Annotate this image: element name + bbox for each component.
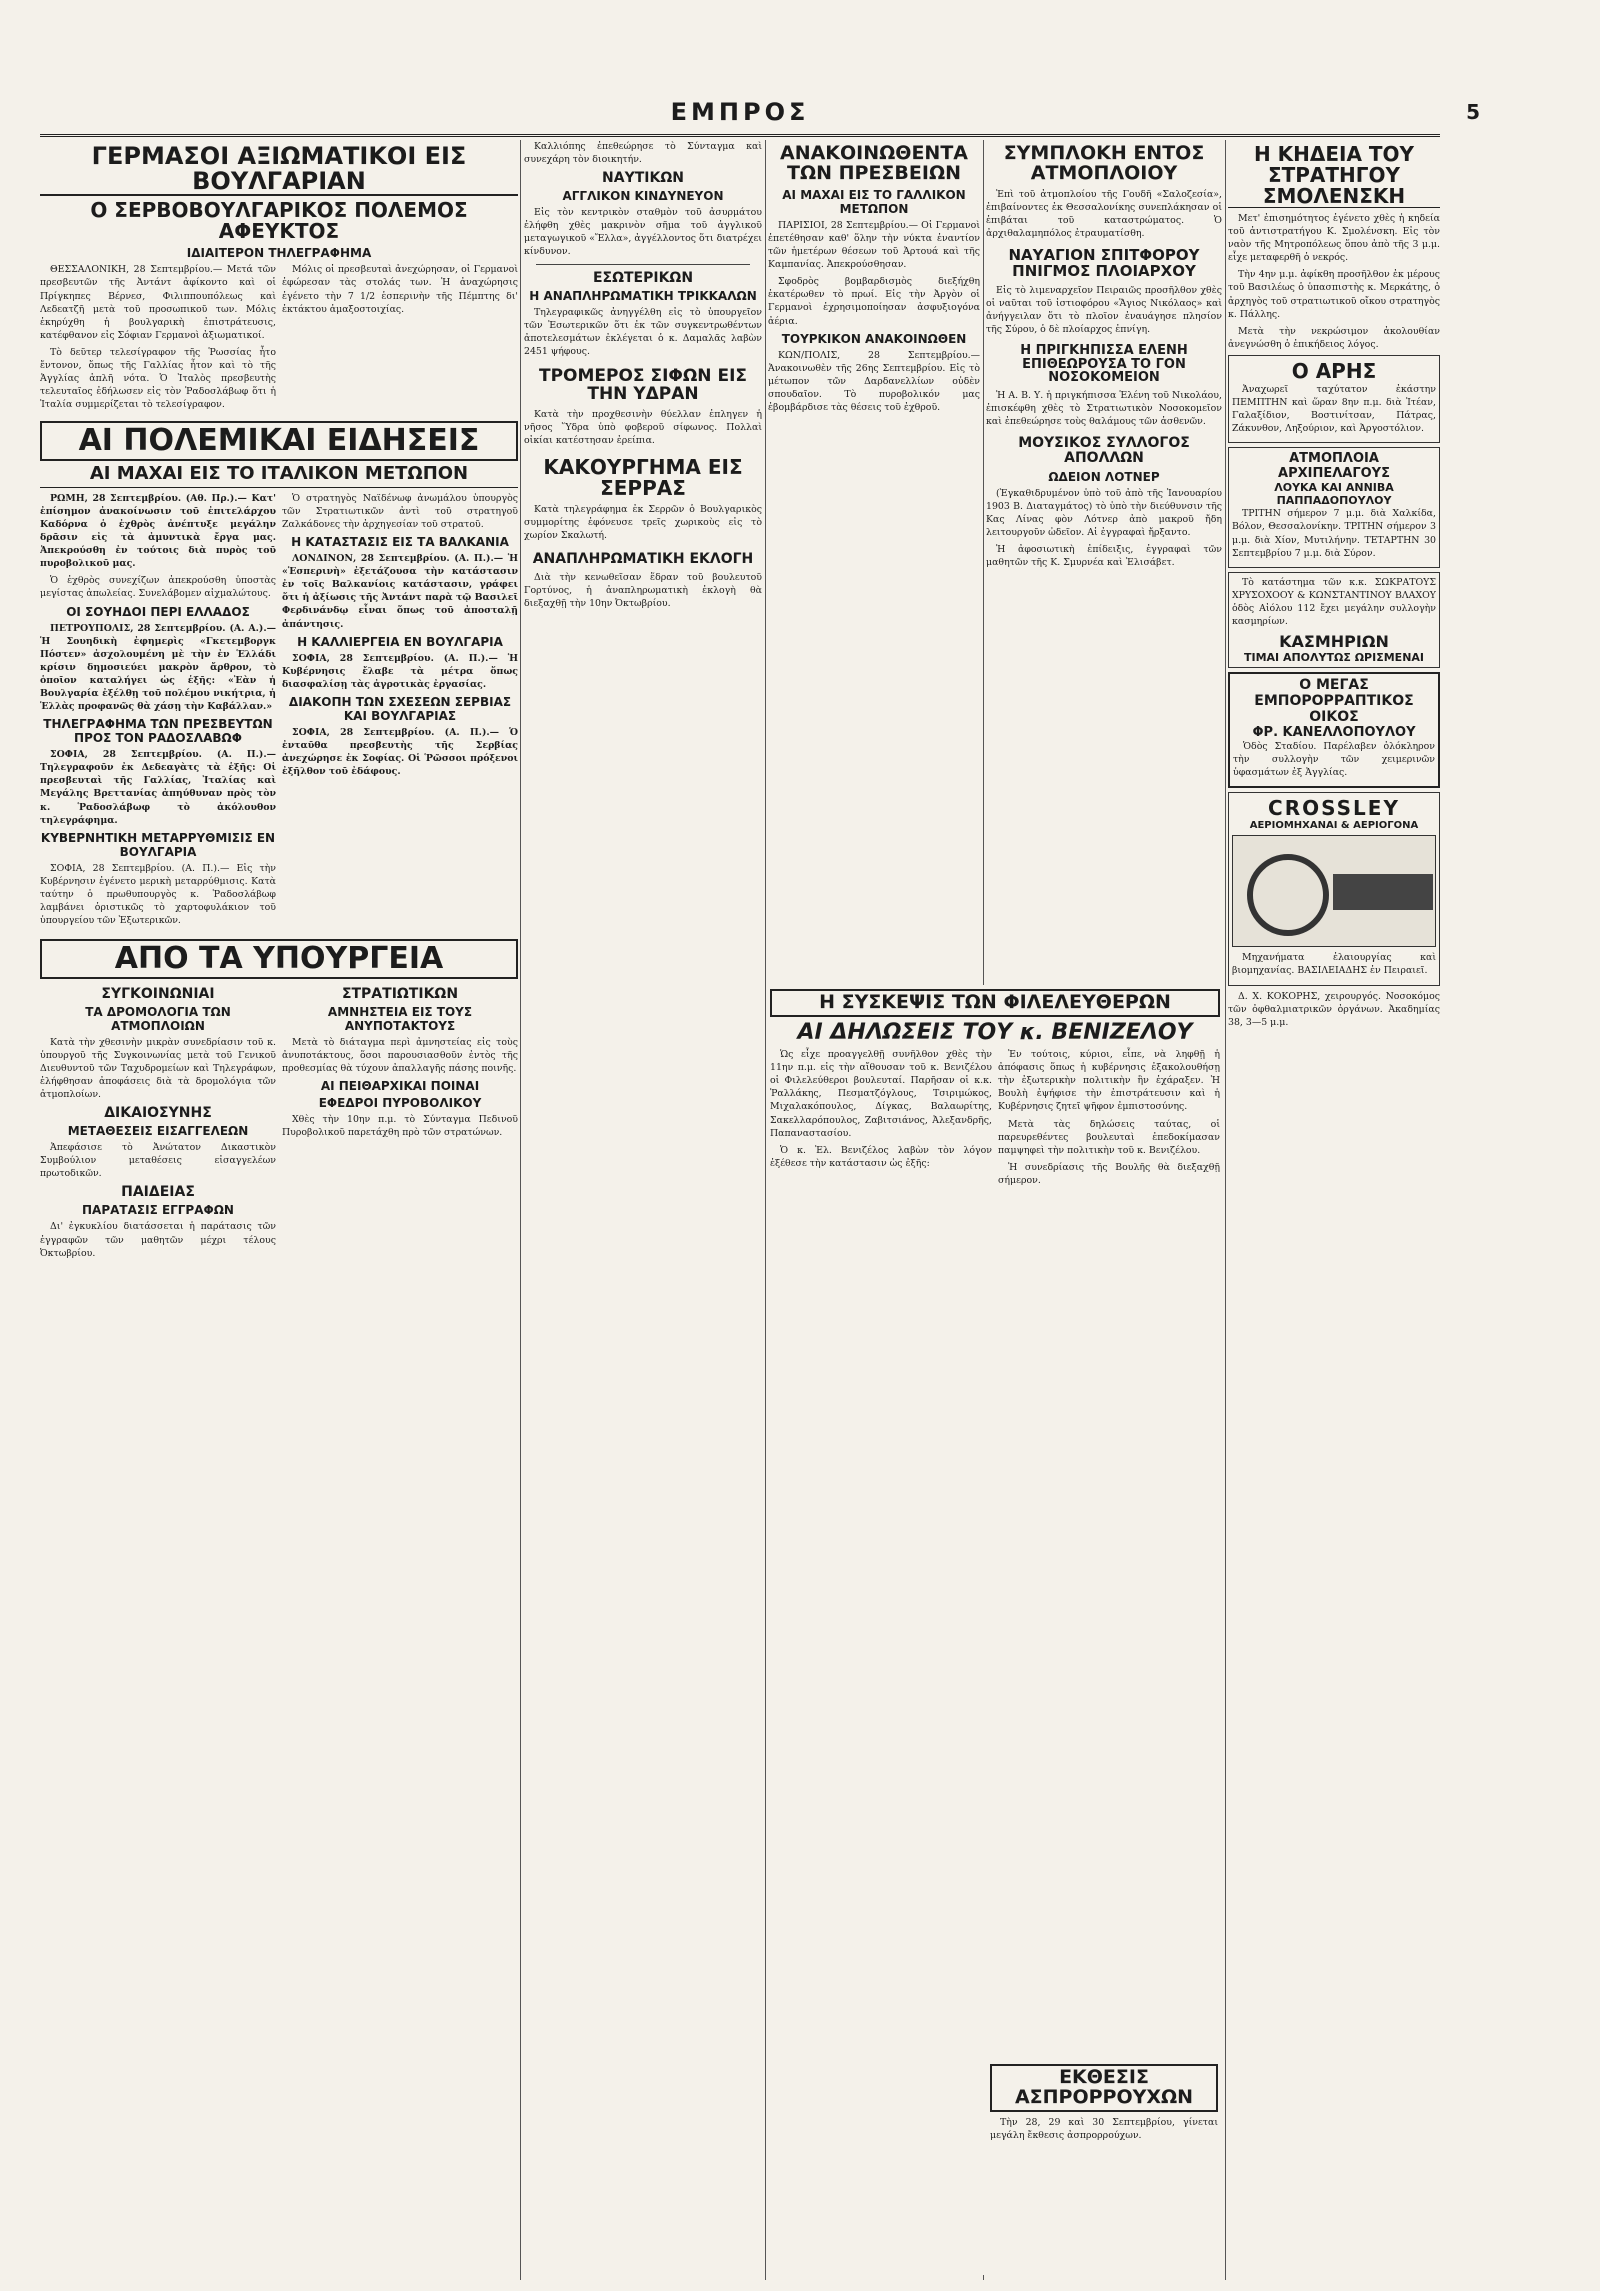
headline-venizelos-statements: ΑΙ ΔΗΛΩΣΕΙΣ ΤΟΥ κ. ΒΕΝΙΖΕΛΟΥ	[797, 1019, 1193, 1045]
section-heading: ΠΑΙΔΕΙΑΣ	[121, 1184, 195, 1201]
subheading: ΤΗΛΕΓΡΑΦΗΜΑ ΤΩΝ ΠΡΕΣΒΕΥΤΩΝ ΠΡΟΣ ΤΟΝ ΡΑΔΟΣΛΑΒΩΦ	[43, 717, 273, 746]
column-rule	[520, 140, 521, 2280]
section-heading: ΔΙΚΑΙΟΣΥΝΗΣ	[104, 1105, 212, 1122]
ad-subtitle: ΑΕΡΙΟΜΗΧΑΝΑΙ & ΑΕΡΙΟΓΟΝΑ	[1249, 820, 1419, 832]
section-heading: ΝΑΥΤΙΚΩΝ	[602, 170, 684, 187]
subheading: Η ΚΑΤΑΣΤΑΣΙΣ ΕΙΣ ΤΑ ΒΑΛΚΑΝΙΑ	[291, 535, 509, 550]
ad-title: CROSSLEY	[1268, 796, 1400, 821]
subheading: ΕΦΕΔΡΟΙ ΠΥΡΟΒΟΛΙΚΟΥ	[318, 1096, 482, 1111]
ad-text: ΤΡΙΤΗΝ σήμερον 7 μ.μ. διὰ Χαλκίδα, Βόλον, Θεσσαλονίκην. ΤΡΙΤΗΝ σήμερον 3 μ.μ. διὰ Χίον, Μυτιλήνην. ΤΕΤΑΡΤΗΝ 30 Σεπτεμβρίου 7 μ.μ. διὰ Σύρον.	[1232, 508, 1436, 559]
article-paragraph: ΛΟΝΔΙΝΟΝ, 28 Σεπτεμβρίου. (Α. Π.).— Ἡ «Ἑσπερινὴ» ἐξετάζουσα τὴν κατάστασιν ἐν τοῖς Βαλκανίοις κατάστασιν, γράφει ὅτι ἡ ἀξίωσις τῆς Ἀντάντ παρὰ τῷ Βασιλεῖ Φερδινάνδῳ εἶναι ὅπως τοῦ ἀποσταλῇ ἀπάντησις.	[282, 553, 518, 630]
subheading: Η ΑΝΑΠΛΗΡΩΜΑΤΙΚΗ ΤΡΙΚΚΑΛΩΝ	[529, 288, 757, 303]
article-paragraph: Τὴν 4ην μ.μ. ἀφίκθη προσῆλθον ἐκ μέρους τοῦ Βασιλέως ὁ ὑπασπιστὴς κ. Μερκάτης, ὁ ἀρχηγὸς τοῦ στρατιωτικοῦ οἴκου στρατηγὸς κ. Πάλλης.	[1228, 269, 1440, 320]
ad-text: Τὸ κατάστημα τῶν κ.κ. ΣΩΚΡΑΤΟΥΣ ΧΡΥΣΟΧΟΟΥ & ΚΩΝΣΤΑΝΤΙΝΟΥ ΒΛΑΧΟΥ ὁδὸς Αἰόλου 112 ἔχει μεγάλην συλλογὴν κασμηρίων.	[1232, 576, 1436, 627]
subheading: ΠΑΡΑΤΑΣΙΣ ΕΓΓΡΑΦΩΝ	[82, 1203, 234, 1218]
article-paragraph: Δι' ἐγκυκλίου διατάσσεται ἡ παράτασις τῶν ἐγγραφῶν τῶν μαθητῶν μέχρι τέλους Ὀκτωβρίου.	[40, 1221, 276, 1259]
article-paragraph: Μετὰ τὰς δηλώσεις ταύτας, οἱ παρευρεθέντες βουλευταὶ ἐπεδοκίμασαν παμψηφεὶ τὴν πολιτικὴν τοῦ κ. Βενιζέλου.	[998, 1118, 1220, 1156]
headline-italian-front: ΑΙ ΜΑΧΑΙ ΕΙΣ ΤΟ ΙΤΑΛΙΚΟΝ ΜΕΤΩΠΟΝ	[40, 465, 518, 488]
section-heading: ΣΥΓΚΟΙΝΩΝΙΑΙ	[101, 985, 215, 1002]
article-paragraph: Τηλεγραφικῶς ἀνηγγέλθη εἰς τὸ ὑπουργεῖον τῶν Ἐσωτερικῶν ὅτι ἐκ τῶν συγκεντρωθέντων ἀποτελεσμάτων ἐκλέγεται ὁ κ. Δαμαλᾶς λαβὼν 2451 ψήφους.	[524, 306, 762, 357]
article-paragraph: (Ἐγκαθιδρυμένον ὑπὸ τοῦ ἀπὸ τῆς Ἰανουαρίου 1903 Β. Διαταγμάτος) τὸ ὑπὸ τὴν διεύθυνσιν τῆς Κας Λίνας φὸν Λότνερ ἀπὸ μακροῦ ἤδη λειτουργοῦν ὠδεῖον. Αἱ ἐγγραφαὶ ἤρξαντο.	[986, 487, 1222, 538]
article-paragraph: Κατὰ τηλεγράφημα ἐκ Σερρῶν ὁ Βουλγαρικὸς συμμορίτης ἐφόνευσε τρεῖς χωρικοὺς εἰς τὸ χωρίον Σκαλωτή.	[524, 503, 762, 542]
article-paragraph: ΘΕΣΣΑΛΟΝΙΚΗ, 28 Σεπτεμβρίου.— Μετά τῶν πρεσβευτῶν τῆς Ἀντάντ ἀφίκοντο καὶ οἱ Πρίγκηπες Βέρνεσ, Φιλιππουπόλεως καὶ Λεδεατζῆ μετὰ τοῦ προσωπικοῦ των. Μόλις ἐκηρύχθη ἡ βουλγαρικὴ ἐπιστράτευσις, κατέφθανον εἰς Σόφιαν Γερμανοὶ ἀξιωματικοί.	[40, 264, 276, 341]
subheading: ΜΕΤΑΘΕΣΕΙΣ ΕΙΣΑΓΓΕΛΕΩΝ	[67, 1124, 249, 1139]
subheading: ΑΓΓΛΙΚΟΝ ΚΙΝΔΥΝΕΥΟΝ	[562, 189, 724, 204]
ad-text: Δ. Χ. ΚΟΚΟΡΗΣ, χειρουργός. Νοσοκόμος τῶν ὀφθαλμιατρικῶν ὀργάνων. Ἀκαδημίας 38, 3—5 μ.μ.	[1228, 990, 1440, 1028]
article-paragraph: Ὁ ἐχθρὸς συνεχίζων ἀπεκρούσθη ὑποστὰς μεγίστας ἀπωλείας. Συνελάβομεν αἰχμαλώτους.	[40, 575, 276, 600]
article-paragraph: Μετὰ τὸ διάταγμα περὶ ἀμνηστείας εἰς τοὺς ἀνυποτάκτους, ὅσοι παρουσιασθοῦν ἐντὸς τῆς προθεσμίας θὰ τύχουν ἀπαλλαγῆς πάσης ποινῆς.	[282, 1036, 518, 1074]
article-paragraph: Μόλις οἱ πρεσβευταὶ ἀνεχώρησαν, οἱ Γερμανοὶ ἐφώρεσαν τὰς στολάς των. Ἡ ἀναχώρησις ἐγένετο τὴν 7 1/2 ἑσπερινὴν τῆς Πέμπτης δι' ἐκτάκτου ἀμαξοστοιχίας.	[282, 264, 518, 315]
ad-subtitle: ΛΟΥΚΑ ΚΑΙ ΑΝΝΙΒΑ ΠΑΠΠΑΔΟΠΟΥΛΟΥ	[1274, 481, 1394, 508]
section-heading: ΕΣΩΤΕΡΙΚΩΝ	[592, 269, 694, 286]
headline-linen-exhibition: ΕΚΘΕΣΙΣ ΑΣΠΡΟΡΡΟΥΧΩΝ	[990, 2064, 1218, 2112]
ad-title: ΑΤΜΟΠΛΟΙΑ ΑΡΧΙΠΕΛΑΓΟΥΣ	[1278, 451, 1390, 482]
subheading: ΑΙ ΜΑΧΑΙ ΕΙΣ ΤΟ ΓΑΛΛΙΚΟΝ ΜΕΤΩΠΟΝ	[782, 187, 966, 216]
advertisement-archipelago-steamers	[1228, 447, 1440, 567]
two-column-block	[770, 1048, 1220, 1191]
headline-smolenskis-funeral: Η ΚΗΔΕΙΑ ΤΟΥ ΣΤΡΑΤΗΓΟΥ ΣΜΟΛΕΝΣΚΗ	[1228, 144, 1440, 208]
article-paragraph: Ὁ κ. Ἐλ. Βενιζέλος λαβὼν τὸν λόγον ἐξέθεσε τὴν κατάστασιν ὡς ἐξῆς:	[770, 1144, 992, 1169]
ad-text: Ὁδὸς Σταδίου. Παρέλαβεν ὁλόκληρον τὴν συλλογὴν τῶν χειμερινῶν ὑφασμάτων ἐξ Ἀγγλίας.	[1233, 741, 1435, 779]
headline-serres-crime: ΚΑΚΟΥΡΓΗΜΑ ΕΙΣ ΣΕΡΡΑΣ	[543, 454, 743, 500]
section-heading: ΣΤΡΑΤΙΩΤΙΚΩΝ	[341, 985, 459, 1002]
page-number: 5	[1466, 100, 1480, 124]
article-paragraph: Ὁ στρατηγὸς Ναϊδένωφ ἀνωμάλου ὑπουργὸς τῶν Στρατιωτικῶν ἀντὶ τοῦ στρατηγοῦ Ζαλκάδονες τὴν ἀρχηγεσίαν τοῦ στρατοῦ.	[282, 492, 518, 530]
advertisement-crossley	[1228, 792, 1440, 985]
headline-ministries: ΑΠΟ ΤΑ ΥΠΟΥΡΓΕΙΑ	[40, 939, 518, 979]
ad-title: ΚΑΣΜΗΡΙΩΝ	[1279, 632, 1389, 652]
article-paragraph: Μετὰ τὴν νεκρώσιμον ἀκολουθίαν ἀνεγνώσθη ὁ ἐπικήδειος λόγος.	[1228, 325, 1440, 350]
article-paragraph: ΡΩΜΗ, 28 Σεπτεμβρίου. (Αθ. Πρ.).— Κατ' ἐπίσημον ἀνακοίνωσιν τοῦ ἐπιτελάρχου Καδόρνα ὁ ἐχθρὸς ἀνέπτυξε μεγάλην δρᾶσιν εἰς τὰ ἀμυντικὰ ἔργα μας. Ἀπεκρούσθη ἐν τούτοις διὰ πυρὸς τοῦ πυροβολικοῦ μας.	[40, 492, 276, 570]
divider	[536, 264, 750, 265]
headline-music-society: ΜΟΥΣΙΚΟΣ ΣΥΛΛΟΓΟΣ ΑΠΟΛΛΩΝ	[1018, 435, 1190, 467]
article-paragraph: Ἐπὶ τοῦ ἀτμοπλοίου τῆς Γουδῆ «Σαλοζεσία», ἐπιβαίνοντες ἐκ Θεσσαλονίκης συνεπλάκησαν οἱ ἐπιβάται τοῦ καταστρώματος. Ὁ ἀρχιθαλαμηπόλος ἐτραυματίσθη.	[986, 188, 1222, 240]
article-paragraph: ΣΟΦΙΑ, 28 Σεπτεμβρίου. (Α. Π.).— Ὁ ἐνταῦθα πρεσβευτὴς τῆς Σερβίας ἀνεχώρησε ἐκ Σοφίας. Οἱ Ῥῶσσοι πρόξενοι ἐξῆλθον τοῦ ἐδάφους.	[282, 726, 518, 778]
article-paragraph: Κατὰ τὴν προχθεσινὴν θύελλαν ἐπληγεν ἡ νῆσος Ὕδρα ὑπὸ φοβεροῦ σίφωνος. Πολλαὶ οἰκίαι κατέστησαν ἐρείπια.	[524, 408, 762, 446]
headline-war-news: ΑΙ ΠΟΛΕΜΙΚΑΙ ΕΙΔΗΣΕΙΣ	[40, 421, 518, 461]
subheading: Η ΚΑΛΛΙΕΡΓΕΙΑ ΕΝ ΒΟΥΛΓΑΡΙΑ	[297, 634, 503, 649]
article-paragraph: Καλλιόπης ἐπεθεώρησε τὸ Σύνταγμα καὶ συνεχάρη τὸν διοικητήν.	[524, 141, 762, 166]
two-column-block	[40, 492, 518, 931]
article-paragraph: Ἀπεφάσισε τὸ Ἀνώτατον Δικαστικὸν Συμβούλιον μεταθέσεις εἰσαγγελέων πρωτοδικῶν.	[40, 1142, 276, 1180]
headline-liberals-meeting: Η ΣΥΣΚΕΨΙΣ ΤΩΝ ΦΙΛΕΛΕΥΘΕΡΩΝ	[770, 989, 1220, 1017]
headline-serbo-bulgarian-war: Ο ΣΕΡΒΟΒΟΥΛΓΑΡΙΚΟΣ ΠΟΛΕΜΟΣ ΑΦΕΥΚΤΟΣ	[90, 198, 468, 244]
two-column-block	[40, 983, 518, 1264]
ad-subtitle: ΤΙΜΑΙ ΑΠΟΛΥΤΩΣ ΩΡΙΣΜΕΝΑΙ	[1243, 651, 1425, 665]
column-rule	[1225, 140, 1226, 2280]
article-paragraph: Ἡ ἀφοσιωτικὴ ἐπίδειξις, ἐγγραφαὶ τῶν μαθητῶν τῆς Κ. Σμυρνέα καὶ Ἐλισάβετ.	[986, 544, 1222, 569]
headline-shipwreck: ΝΑΥΑΓΙΟΝ ΣΠΙΤΦΟΡΟΥ ΠΝΙΓΜΟΣ ΠΛΟΙΑΡΧΟΥ	[1008, 246, 1200, 280]
ad-title: Ο ΜΕΓΑΣ ΕΜΠΟΡΟΡΡΑΠΤΙΚΟΣ ΟΙΚΟΣ	[1254, 677, 1414, 726]
ad-text: Μηχανήματα ἐλαιουργίας καὶ βιομηχανίας. ΒΑΣΙΛΕΙΑΔΗΣ ἐν Πειραιεῖ.	[1232, 952, 1436, 977]
headline-hydra-waterspout: ΤΡΟΜΕΡΟΣ ΣΙΦΩΝ ΕΙΣ ΤΗΝ ΥΔΡΑΝ	[538, 365, 748, 404]
ad-text: Ἀναχωρεῖ ταχύτατον ἐκάστην ΠΕΜΠΤΗΝ καὶ ὥραν 8ην π.μ. διὰ Ἰτέαν, Γαλαξίδιον, Βοστινίτσαν, Πάτρας, Ζάκυνθον, Ληξούριον, καὶ Ἀργοστόλιον.	[1232, 383, 1436, 435]
article-paragraph: Τὴν 28, 29 καὶ 30 Σεπτεμβρίου, γίνεται μεγάλη ἔκθεσις ἀσπρορρούχων.	[990, 2116, 1218, 2141]
subheading: ΩΔΕΙΟΝ ΛΟΤΝΕΡ	[1048, 469, 1160, 484]
headline-german-officers: ΓΕΡΜΑΣΟΙ ΑΞΙΩΜΑΤΙΚΟΙ ΕΙΣ ΒΟΥΛΓΑΡΙΑΝ	[40, 144, 518, 196]
article-paragraph: Χθὲς τὴν 10ην π.μ. τὸ Σύνταγμα Πεδινοῦ Πυροβολικοῦ παρετάχθη πρὸ τῶν στρατώνων.	[282, 1114, 518, 1139]
column-rule	[765, 140, 766, 2280]
article-paragraph: Ἡ Α. Β. Υ. ἡ πριγκήπισσα Ἑλένη τοῦ Νικολάου, ἐπισκέφθη χθὲς τὸ Στρατιωτικὸν Νοσοκομεῖον καὶ ἐπεθεώρησε τοὺς θαλάμους τῶν ἀσθενῶν.	[986, 390, 1222, 428]
advertisement-kanellopoulos	[1228, 672, 1440, 788]
headline-princess-helen: Η ΠΡΙΓΚΗΠΙΣΣΑ ΕΛΕΝΗ ΕΠΙΘΕΩΡΟΥΣΑ ΤΟ ΓΟΝ ΝΟΣΟΚΟΜΕΙΟΝ	[1020, 343, 1188, 386]
article-paragraph: Ὡς εἶχε προαγγελθῇ συνῆλθον χθὲς τὴν 11ην π.μ. εἰς τὴν αἴθουσαν τοῦ κ. Βενιζέλου οἱ Φιλελεύθεροι βουλευταί. Παρῆσαν οἱ κ.κ. Ῥαλλάκης, Πεσματζόγλους, Τσιριμώκος, Μιχαλακόπουλος, Δίγκας, Βαλαωρίτης, Σακελλαρόπουλος, Ζαβιτσιάνος, Ἀλεξανδρῆς, Παπαναστασίου.	[770, 1049, 992, 1139]
article-paragraph: Μετ' ἐπισημότητος ἐγένετο χθὲς ἡ κηδεία τοῦ ἀντιστρατήγου Κ. Σμολένσκη. Εἰς τὸν ναὸν τῆς Μητροπόλεως ὅπου ἀπὸ τῆς 3 μ.μ. εἶχε μεταφερθῆ ὁ νεκρός.	[1228, 213, 1440, 264]
article-paragraph: Κατὰ τὴν χθεσινὴν μικρὰν συνεδρίασιν τοῦ κ. ὑπουργοῦ τῆς Συγκοινωνίας μετὰ τοῦ Γενικοῦ Διευθυντοῦ τῶν Ταχυδρομείων καὶ Τηλεγράφων, ἐλήφθησαν ἀποφάσεις διὰ τὰ δρομολόγια τῶν ἀτμοπλοίων.	[40, 1036, 276, 1101]
subheading: ΤΑ ΔΡΟΜΟΛΟΓΙΑ ΤΩΝ ΑΤΜΟΠΛΟΙΩΝ	[85, 1004, 231, 1033]
subheading: ΑΜΝΗΣΤΕΙΑ ΕΙΣ ΤΟΥΣ ΑΝΥΠΟΤΑΚΤΟΥΣ	[327, 1004, 473, 1033]
ad-subtitle: ΦΡ. ΚΑΝΕΛΛΟΠΟΥΛΟΥ	[1252, 725, 1416, 741]
article-paragraph: ΣΟΦΙΑ, 28 Σεπτεμβρίου. (Α. Π.).— Τηλεγραφοῦν ἐκ Δεδεαγὰτς τὰ ἑξῆς: Οἱ πρεσβευταὶ τῆς Γαλλίας, Ἰταλίας καὶ Μεγάλης Βρεττανίας ἀπηύθυναν πρὸς τὸν κ. Ῥαδοσλάβωφ τὸ ἀκόλουθον τηλεγράφημα.	[40, 749, 276, 826]
flywheel-icon	[1247, 854, 1329, 936]
subheading-telegram: ΙΔΙΑΙΤΕΡΟΝ ΤΗΛΕΓΡΑΦΗΜΑ	[186, 246, 372, 261]
engine-illustration	[1232, 835, 1436, 947]
article-paragraph: Εἰς τὸν κεντρικὸν σταθμὸν τοῦ ἀσυρμάτου ἐλήφθη χθὲς μακρινὸν σῆμα τοῦ ἀγγλικοῦ μεταγωγικοῦ «Ἔλλα», ἀγγέλλοντος ὅτι διατρέχει κίνδυνον.	[524, 207, 762, 258]
article-paragraph: Τὸ δεῦτερ τελεσίγραφον τῆς Ῥωσσίας ἦτο ἔντονον, ὅπως τῆς Γαλλίας ἦτον καὶ τὸ τῆς Ἀγγλίας ἁπλῆ νότα. Ὁ Ἰταλὸς πρεσβευτὴς τελευταῖος ἐδήλωσεν εἰς τὸν Ῥαδοσλάβωφ ὅτι ἡ Ἰταλία συμμερίζεται τὸ τελεσίγραφον.	[40, 346, 276, 411]
two-column-block	[40, 263, 518, 415]
article-paragraph: ΠΕΤΡΟΥΠΟΛΙΣ, 28 Σεπτεμβρίου. (Α. Α.).— Ἡ Σουηδικὴ ἐφημερὶς «Γκετεμβοργκ Πόστεν» ἀσχολουμένη μὲ τὴν ἐν Ἑλλάδι κρίσιν δημοσιεύει μακρὸν ἄρθρον, τὸ ὁποῖον καταλήγει ὡς ἑξῆς: «Ἐὰν ἡ Βουλγαρία ἐξέλθῃ τοῦ πολέμου νικήτρια, ἡ Ἑλλὰς προφανῶς θὰ χάσῃ τὴν Καβάλλαν.»	[40, 622, 276, 713]
subheading: ΚΥΒΕΡΝΗΤΙΚΗ ΜΕΤΑΡΡΥΘΜΙΣΙΣ ΕΝ ΒΟΥΛΓΑΡΙΑ	[40, 830, 276, 859]
subheading: ΟΙ ΣΟΥΗΔΟΙ ΠΕΡΙ ΕΛΛΑΔΟΣ	[66, 604, 250, 619]
headline-embassy-statements: ΑΝΑΚΟΙΝΩΘΕΝΤΑ ΤΩΝ ΠΡΕΣΒΕΙΩΝ	[779, 142, 968, 184]
article-paragraph: ΣΟΦΙΑ, 28 Σεπτεμβρίου. (Α. Π.).— Ἡ Κυβέρνησις ἔλαβε τὰ μέτρα ὅπως διασφαλίσῃ τὰς ἀγροτικὰς ἐργασίας.	[282, 652, 518, 690]
column-1	[40, 140, 518, 2280]
masthead	[40, 98, 1480, 137]
subheading: ΑΙ ΠΕΙΘΑΡΧΙΚΑΙ ΠΟΙΝΑΙ	[320, 1079, 480, 1094]
ad-title: Ο ΑΡΗΣ	[1291, 358, 1377, 383]
advertisement-cashmeres	[1228, 572, 1440, 668]
newspaper-title: ΕΜΠΡΟΣ	[670, 98, 810, 126]
column-2	[524, 140, 762, 2280]
subheading: ΤΟΥΡΚΙΚΟΝ ΑΝΑΚΟΙΝΩΘΕΝ	[781, 331, 967, 346]
article-paragraph: Διὰ τὴν κενωθεῖσαν ἕδραν τοῦ βουλευτοῦ Γορτύνος, ἡ ἀναπληρωματικὴ ἐκλογὴ θὰ διεξαχθῇ τὴν 10ην Ὀκτωβρίου.	[524, 571, 762, 610]
article-paragraph: ΣΟΦΙΑ, 28 Σεπτεμβρίου. (Α. Π.).— Εἰς τὴν Κυβέρνησιν ἐγένετο μερικὴ μεταρρύθμισις. Κατὰ ταύτην ὁ πρωθυπουργὸς κ. Ῥαδοσλάβωφ λαμβάνει ὁριστικῶς τὸ χαρτοφυλάκιον τοῦ ὑπουργείου τῶν Ἐξωτερικῶν.	[40, 862, 276, 927]
headline-ship-clash: ΣΥΜΠΛΟΚΗ ΕΝΤΟΣ ΑΤΜΟΠΛΟΙΟΥ	[1003, 142, 1205, 184]
article-paragraph: ΚΩΝ/ΠΟΛΙΣ, 28 Σεπτεμβρίου.— Ἀνακοινωθὲν τῆς 26ης Σεπτεμβρίου. Εἰς τὸ μέτωπον τῶν Δαρδανελλίων οὐδὲν σπουδαῖον. Τὸ πυροβολικόν μας ἐβομβάρδισε τὰς θέσεις τοῦ ἐχθροῦ.	[768, 349, 980, 413]
article-paragraph: Ἡ συνεδρίασις τῆς Βουλῆς θὰ διεξαχθῇ σήμερον.	[998, 1161, 1220, 1186]
linen-exhibition-box	[990, 2060, 1218, 2146]
article-paragraph: Ἐν τούτοις, κύριοι, εἶπε, νὰ ληφθῇ ἡ ἀπόφασις ὅπως ἡ κυβέρνησις ἐξακολουθήσῃ τὴν ἐξωτερικὴν πολιτικὴν ἣν ἐχάραξεν. Ἡ Βουλὴ ἐψήφισε τὴν ἐπιστράτευσιν καὶ ἡ Κυβέρνησις ζητεῖ ψῆφον ἐμπιστοσύνης.	[998, 1049, 1220, 1113]
column-5	[1228, 140, 1440, 2280]
article-paragraph: Εἰς τὸ λιμεναρχεῖον Πειραιῶς προσῆλθον χθὲς οἱ ναῦται τοῦ ἰστιοφόρου «Ἅγιος Νικόλαος» καὶ ἀνήγγειλαν ὅτι τὸ πλοῖον ἐναυάγησε πλησίον τῆς Σύρου, ὁ δὲ πλοίαρχος ἐπνίγη.	[986, 284, 1222, 336]
article-paragraph: ΠΑΡΙΣΙΟΙ, 28 Σεπτεμβρίου.— Οἱ Γερμανοὶ ἐπετέθησαν καθ' ὅλην τὴν νύκτα ἐναντίον τῶν ἡμετέρων θέσεων τοῦ Ἀρτουά καὶ τῆς Καμπανίας. Ἀπεκρούσθησαν.	[768, 219, 980, 271]
subheading: ΔΙΑΚΟΠΗ ΤΩΝ ΣΧΕΣΕΩΝ ΣΕΡΒΙΑΣ ΚΑΙ ΒΟΥΛΓΑΡΙΑΣ	[288, 694, 512, 723]
engine-cylinder-icon	[1333, 874, 1433, 910]
headline-by-election: ΑΝΑΠΛΗΡΩΜΑΤΙΚΗ ΕΚΛΟΓΗ	[532, 551, 754, 568]
article-paragraph: Σφοδρὸς βομβαρδισμὸς διεξήχθη ἑκατέρωθεν τὸ πρωί. Εἰς τὴν Ἀργὸν οἱ Γερμανοὶ ἐχρησιμοποίησαν ἀσφυξιογόνα ἀέρια.	[768, 276, 980, 327]
advertisement-aris	[1228, 355, 1440, 443]
